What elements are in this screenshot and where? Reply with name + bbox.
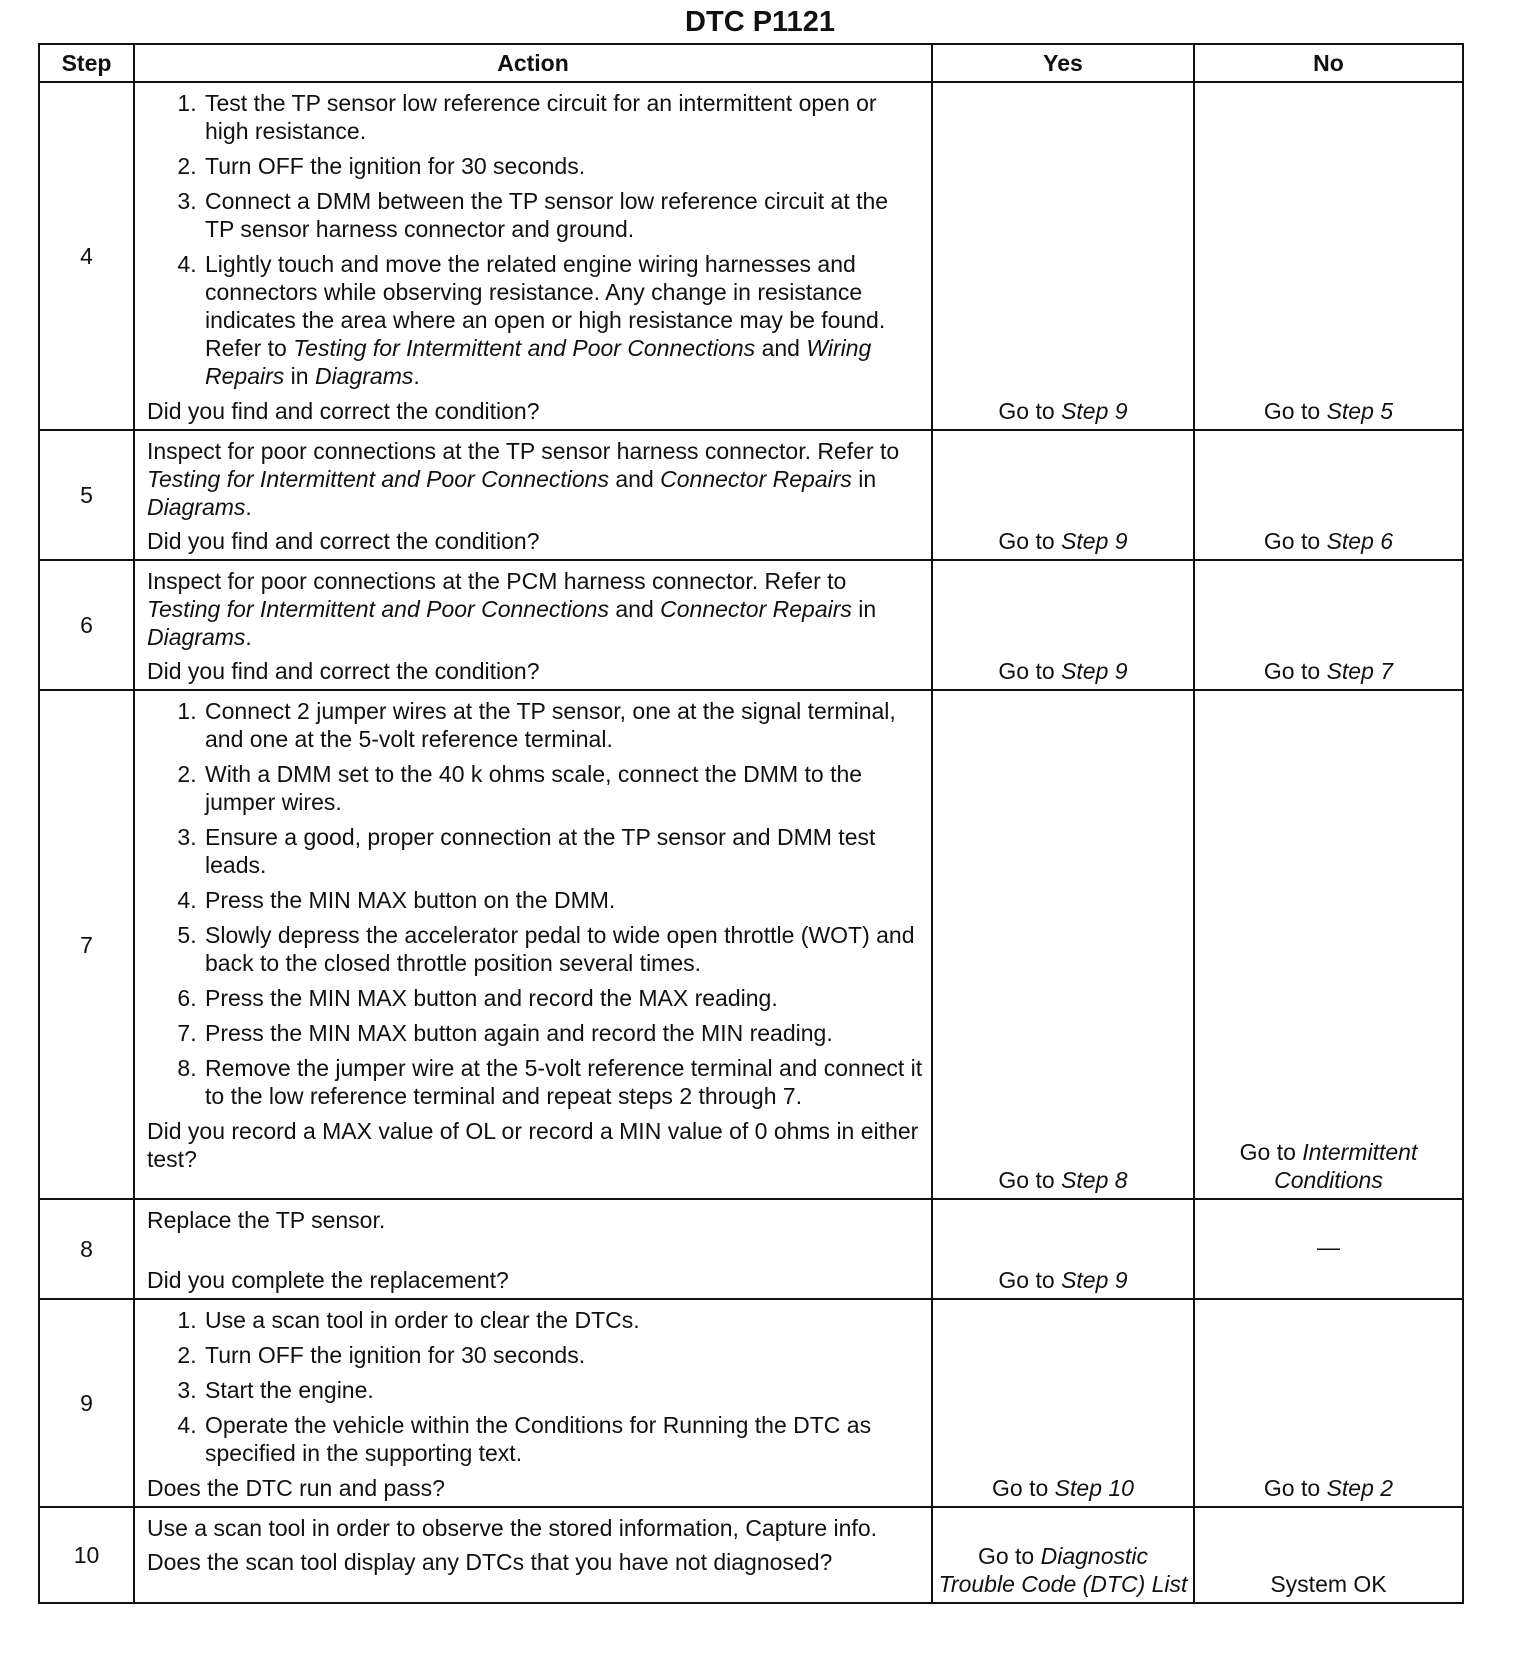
text-run: Go to [977, 1543, 1041, 1569]
step-number: 4 [39, 82, 134, 430]
text-run: Go to [998, 1167, 1062, 1193]
reference-text: Step 9 [1061, 1267, 1128, 1293]
yes-result [932, 430, 1194, 560]
text-run: in [851, 466, 877, 492]
text-run: . [245, 494, 252, 520]
text-run: Ensure a good, proper connection at the TP sensor and DMM test leads. [205, 824, 876, 878]
table-row [39, 82, 1463, 430]
reference-text: Step 5 [1326, 398, 1394, 424]
text-run: — [1317, 1234, 1340, 1260]
header-no: No [1194, 44, 1463, 82]
no-result [1194, 690, 1463, 1199]
text-run: Press the MIN MAX button on the DMM. [205, 887, 616, 913]
table-row [39, 430, 1463, 560]
reference-text: Step 9 [1061, 528, 1128, 554]
text-run: Use a scan tool in order to observe the stored information, Capture info. [147, 1515, 878, 1541]
text-run: Connect 2 jumper wires at the TP sensor, one at the signal terminal, and one at the 5-volt reference terminal. [205, 698, 896, 752]
procedure-step [203, 1019, 923, 1047]
text-run: Turn OFF the ignition for 30 seconds. [205, 153, 586, 179]
text-run: Use a scan tool in order to clear the DTCs. [205, 1307, 640, 1333]
procedure-step [203, 250, 923, 390]
procedure-step [203, 187, 923, 243]
instruction-text [147, 437, 923, 521]
procedure-list [147, 89, 923, 390]
procedure-step [203, 697, 923, 753]
procedure-step [203, 1376, 923, 1404]
reference-text: Diagrams [314, 363, 414, 389]
yes-result [932, 1199, 1194, 1299]
text-run: Go to [1263, 398, 1327, 424]
text-run: Go to [998, 398, 1062, 424]
no-result [1194, 1299, 1463, 1507]
no-result [1194, 1199, 1463, 1299]
question-text: Did you find and correct the condition? [147, 528, 540, 554]
table-row [39, 1199, 1463, 1299]
dtc-table [38, 43, 1464, 1604]
yes-result [932, 1507, 1194, 1603]
reference-text: Step 9 [1061, 398, 1128, 424]
page-title: DTC P1121 [685, 6, 835, 38]
no-result [1194, 430, 1463, 560]
question-text: Does the scan tool display any DTCs that you have not diagnosed? [147, 1549, 833, 1575]
action-cell [134, 690, 932, 1199]
header-step: Step [39, 44, 134, 82]
text-run: Replace the TP sensor. [147, 1207, 386, 1233]
text-run: Remove the jumper wire at the 5-volt reference terminal and connect it to the low reference terminal and repeat steps 2 through 7. [205, 1055, 923, 1109]
no-result [1194, 560, 1463, 690]
header-yes: Yes [932, 44, 1194, 82]
reference-text: Testing for Intermittent and Poor Connections [293, 335, 756, 361]
yes-result [932, 82, 1194, 430]
text-run: and [755, 335, 807, 361]
text-run: . [245, 624, 252, 650]
step-number: 8 [39, 1199, 134, 1299]
reference-text: Testing for Intermittent and Poor Connections [147, 466, 609, 492]
reference-text: Testing for Intermittent and Poor Connections [147, 596, 609, 622]
text-run: Go to [1263, 658, 1327, 684]
text-run: in [284, 363, 315, 389]
yes-result [932, 1299, 1194, 1507]
text-run: and [608, 466, 661, 492]
text-run: and [608, 596, 661, 622]
reference-text: Diagrams [147, 624, 246, 650]
text-run: Go to [998, 658, 1062, 684]
text-run: Go to [998, 1267, 1062, 1293]
question-text: Did you complete the replacement? [147, 1267, 509, 1293]
action-cell [134, 1199, 932, 1299]
instruction-text [147, 567, 923, 651]
reference-text: Step 7 [1326, 658, 1394, 684]
procedure-step [203, 921, 923, 977]
text-run: Lightly touch and move the related engine wiring harnesses and connectors while observing resistance. Any change in resistance indicates the area where an open or high resistance may be found. Refer to [205, 251, 886, 361]
reference-text: Intermittent Conditions [1274, 1139, 1418, 1193]
reference-text: Diagnostic Trouble Code (DTC) List [938, 1543, 1188, 1597]
action-cell [134, 1299, 932, 1507]
text-run: Go to [992, 1475, 1055, 1501]
procedure-step [203, 1341, 923, 1369]
procedure-step [203, 152, 923, 180]
text-run: . [413, 363, 420, 389]
instruction-text [147, 1514, 923, 1542]
procedure-list [147, 1306, 923, 1467]
header-action: Action [134, 44, 932, 82]
procedure-list [147, 697, 923, 1110]
text-run: Go to [1263, 1475, 1327, 1501]
text-run: Go to [1263, 528, 1327, 554]
action-cell [134, 430, 932, 560]
step-number: 5 [39, 430, 134, 560]
procedure-step [203, 1411, 923, 1467]
text-run: Turn OFF the ignition for 30 seconds. [205, 1342, 586, 1368]
table-row [39, 1507, 1463, 1603]
step-number: 6 [39, 560, 134, 690]
text-run: Start the engine. [205, 1377, 374, 1403]
table-header-row [39, 44, 1463, 82]
table-row [39, 1299, 1463, 1507]
no-result [1194, 1507, 1463, 1603]
text-run: in [851, 596, 877, 622]
action-cell [134, 560, 932, 690]
text-run: Press the MIN MAX button again and record the MIN reading. [205, 1020, 833, 1046]
step-number: 10 [39, 1507, 134, 1603]
question-text: Did you record a MAX value of OL or record a MIN value of 0 ohms in either test? [147, 1118, 919, 1172]
question-text: Did you find and correct the condition? [147, 658, 540, 684]
text-run: Test the TP sensor low reference circuit for an intermittent open or high resistance. [205, 90, 877, 144]
instruction-text [147, 1206, 923, 1234]
reference-text: Step 9 [1061, 658, 1128, 684]
reference-text: Wiring Repairs [205, 335, 872, 389]
reference-text: Step 10 [1054, 1475, 1134, 1501]
no-result [1194, 82, 1463, 430]
text-run: System OK [1270, 1571, 1387, 1597]
step-number: 7 [39, 690, 134, 1199]
action-cell [134, 82, 932, 430]
procedure-step [203, 1054, 923, 1110]
procedure-step [203, 760, 923, 816]
procedure-step [203, 89, 923, 145]
procedure-step [203, 823, 923, 879]
procedure-step [203, 984, 923, 1012]
reference-text: Connector Repairs [660, 596, 852, 622]
text-run: Connect a DMM between the TP sensor low reference circuit at the TP sensor harness connector and ground. [205, 188, 889, 242]
text-run: Operate the vehicle within the Conditions for Running the DTC as specified in the supporting text. [205, 1412, 872, 1466]
text-run: Press the MIN MAX button and record the MAX reading. [205, 985, 778, 1011]
reference-text: Step 2 [1326, 1475, 1394, 1501]
text-run: Inspect for poor connections at the PCM harness connector. Refer to [147, 568, 847, 594]
text-run: With a DMM set to the 40 k ohms scale, connect the DMM to the jumper wires. [205, 761, 863, 815]
question-text: Does the DTC run and pass? [147, 1475, 445, 1501]
table-row [39, 690, 1463, 1199]
text-run: Inspect for poor connections at the TP sensor harness connector. Refer to [147, 438, 900, 464]
procedure-step [203, 886, 923, 914]
question-text: Did you find and correct the condition? [147, 398, 540, 424]
table-row [39, 560, 1463, 690]
reference-text: Step 8 [1061, 1167, 1128, 1193]
procedure-step [203, 1306, 923, 1334]
yes-result [932, 560, 1194, 690]
reference-text: Connector Repairs [660, 466, 852, 492]
yes-result [932, 690, 1194, 1199]
reference-text: Diagrams [147, 494, 246, 520]
step-number: 9 [39, 1299, 134, 1507]
text-run: Slowly depress the accelerator pedal to wide open throttle (WOT) and back to the closed throttle position several times. [205, 922, 915, 976]
text-run: Go to [1239, 1139, 1303, 1165]
reference-text: Step 6 [1326, 528, 1394, 554]
action-cell [134, 1507, 932, 1603]
text-run: Go to [998, 528, 1062, 554]
